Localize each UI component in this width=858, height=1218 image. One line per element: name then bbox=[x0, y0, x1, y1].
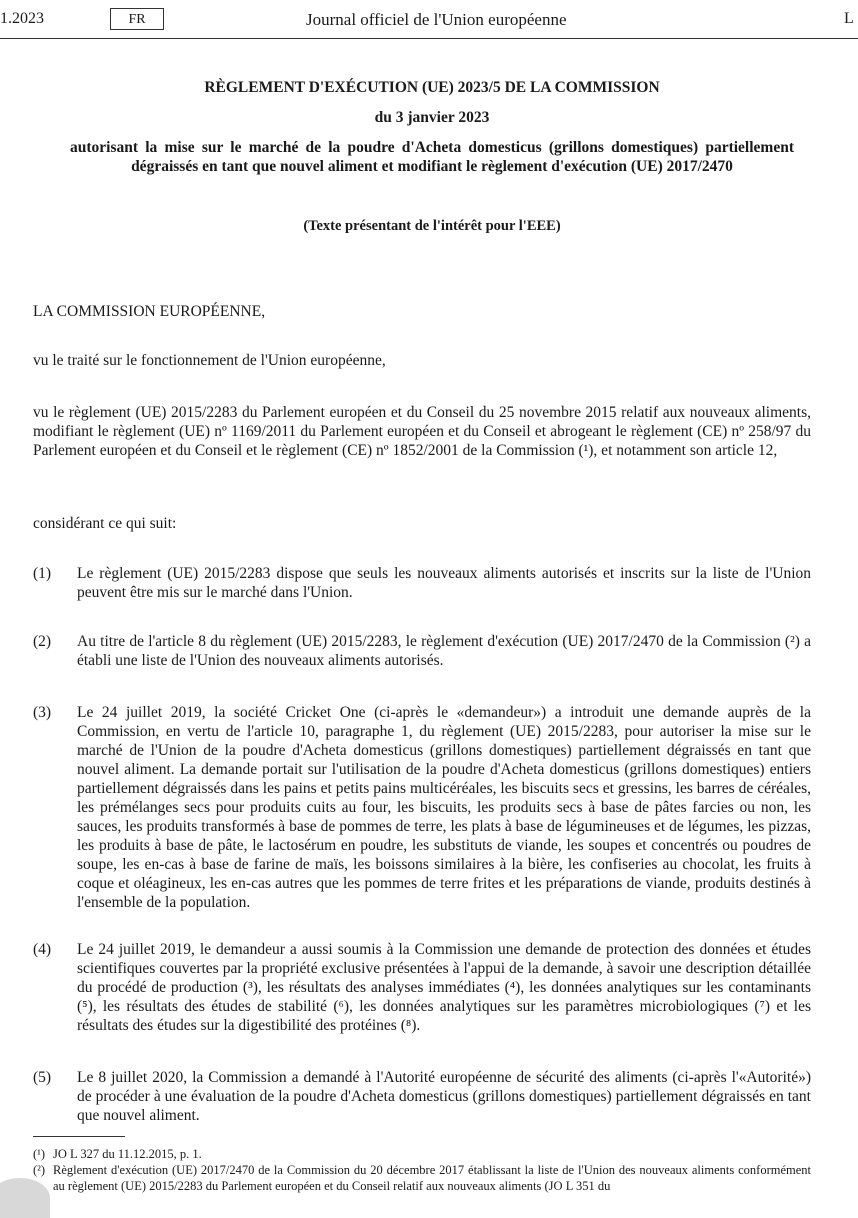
considering-heading: considérant ce qui suit: bbox=[33, 515, 177, 532]
footnote-number: (¹) bbox=[33, 1147, 46, 1161]
recital-number: (3) bbox=[33, 704, 52, 721]
recital-number: (2) bbox=[33, 633, 52, 650]
recital-number: (4) bbox=[33, 941, 52, 958]
visa-regulation: vu le règlement (UE) 2015/2283 du Parlement européen et du Conseil du 25 novembre 2015 relatif aux nouveaux aliments, modifiant le règlement (UE) nº 1169/2011 du Parlement européen et du Conseil et abrogeant le règlement (CE) nº 258/97 du Parlement européen et du Conseil et le règlement (CE) nº 1852/2001 de la Commission (¹), et notamment son article 12, bbox=[33, 404, 811, 459]
footnote-text: JO L 327 du 11.12.2015, p. 1. bbox=[53, 1147, 202, 1161]
language-badge: FR bbox=[110, 8, 164, 30]
recital-number: (5) bbox=[33, 1069, 52, 1086]
header-date: 1.2023 bbox=[0, 10, 44, 27]
footnote-text: Règlement d'exécution (UE) 2017/2470 de la Commission du 20 décembre 2017 établissant la liste de l'Union des nouveaux aliments conformément au règlement (UE) 2015/2283 du Parlement européen et du Conseil relatif aux nouveaux aliments (JO L 351 du bbox=[53, 1163, 811, 1193]
regulation-subject: autorisant la mise sur le marché de la poudre d'Acheta domesticus (grillons domestiques) partiellement dégraissés en tant que nouvel aliment et modifiant le règlement d'exécution (UE) 2017/2470 bbox=[70, 139, 794, 175]
recital-text: Le 24 juillet 2019, le demandeur a aussi soumis à la Commission une demande de protection des données et études scientifiques couvertes par la propriété exclusive présentées à l'appui de la demande, à savoir une description détaillée du procédé de production (³), les résultats des analyses immédiates (⁴), les données analytiques sur les contaminants (⁵), les résultats des études de stabilité (⁶), les données analytiques sur les paramètres microbiologiques (⁷) et les résultats des études sur la digestibilité des protéines (⁸). bbox=[77, 941, 811, 1034]
footnote-number: (²) bbox=[33, 1163, 46, 1177]
recital-text: Le règlement (UE) 2015/2283 dispose que seuls les nouveaux aliments autorisés et inscrits sur la liste de l'Union peuvent être mis sur le marché dans l'Union. bbox=[77, 565, 811, 601]
corner-overlay bbox=[0, 1178, 50, 1218]
footnote-divider bbox=[33, 1136, 125, 1137]
journal-title: Journal officiel de l'Union européenne bbox=[306, 10, 567, 29]
regulation-date: du 3 janvier 2023 bbox=[374, 109, 490, 126]
recital-text: Au titre de l'article 8 du règlement (UE) 2015/2283, le règlement d'exécution (UE) 2017/2470 de la Commission (²) a établi une liste de l'Union des nouveaux aliments autorisés. bbox=[77, 633, 811, 669]
header-divider bbox=[0, 38, 858, 39]
recital-text: Le 24 juillet 2019, la société Cricket One (ci-après le «demandeur») a introduit une demande auprès de la Commission, en vertu de l'article 10, paragraphe 1, du règlement (UE) 2015/2283, pour autoriser la mise sur le marché de l'Union de la poudre d'Acheta domesticus (grillons domestiques) partiellement dégraissés en tant que nouvel aliment. La demande portait sur l'utilisation de la poudre d'Acheta domesticus (grillons domestiques) entiers partiellement dégraissés dans les pains et petits pains multicéréales, les biscuits secs et gressins, les barres de céréales, les prémélanges secs pour produits cuits au four, les biscuits, les produits secs à base de pâtes farcies ou non, les sauces, les produits transformés à base de pommes de terre, les plats à base de légumineuses et de légumes, les pizzas, les produits à base de pâte, le lactosérum en poudre, les substituts de viande, les soupes et concentrés ou poudres de soupe, les en-cas à base de farine de maïs, les boissons similaires à la bière, les confiseries au chocolat, les fruits à coque et oléagineux, les en-cas autres que les pommes de terre frites et les préparations de viande, produits destinés à l'ensemble de la population. bbox=[77, 704, 811, 911]
eee-relevance: (Texte présentant de l'intérêt pour l'EEE) bbox=[303, 218, 561, 234]
regulation-title: RÈGLEMENT D'EXÉCUTION (UE) 2023/5 DE LA COMMISSION bbox=[204, 79, 660, 96]
visa-treaty: vu le traité sur le fonctionnement de l'Union européenne, bbox=[33, 352, 386, 369]
journal-series: L bbox=[844, 10, 854, 27]
institution-heading: LA COMMISSION EUROPÉENNE, bbox=[33, 303, 266, 320]
recital-text: Le 8 juillet 2020, la Commission a demandé à l'Autorité européenne de sécurité des aliments (ci-après l'«Autorité») de procéder à une évaluation de la poudre d'Acheta domesticus (grillons domestiques) partiellement dégraissés en tant que nouvel aliment. bbox=[77, 1069, 811, 1124]
recital-number: (1) bbox=[33, 565, 52, 582]
